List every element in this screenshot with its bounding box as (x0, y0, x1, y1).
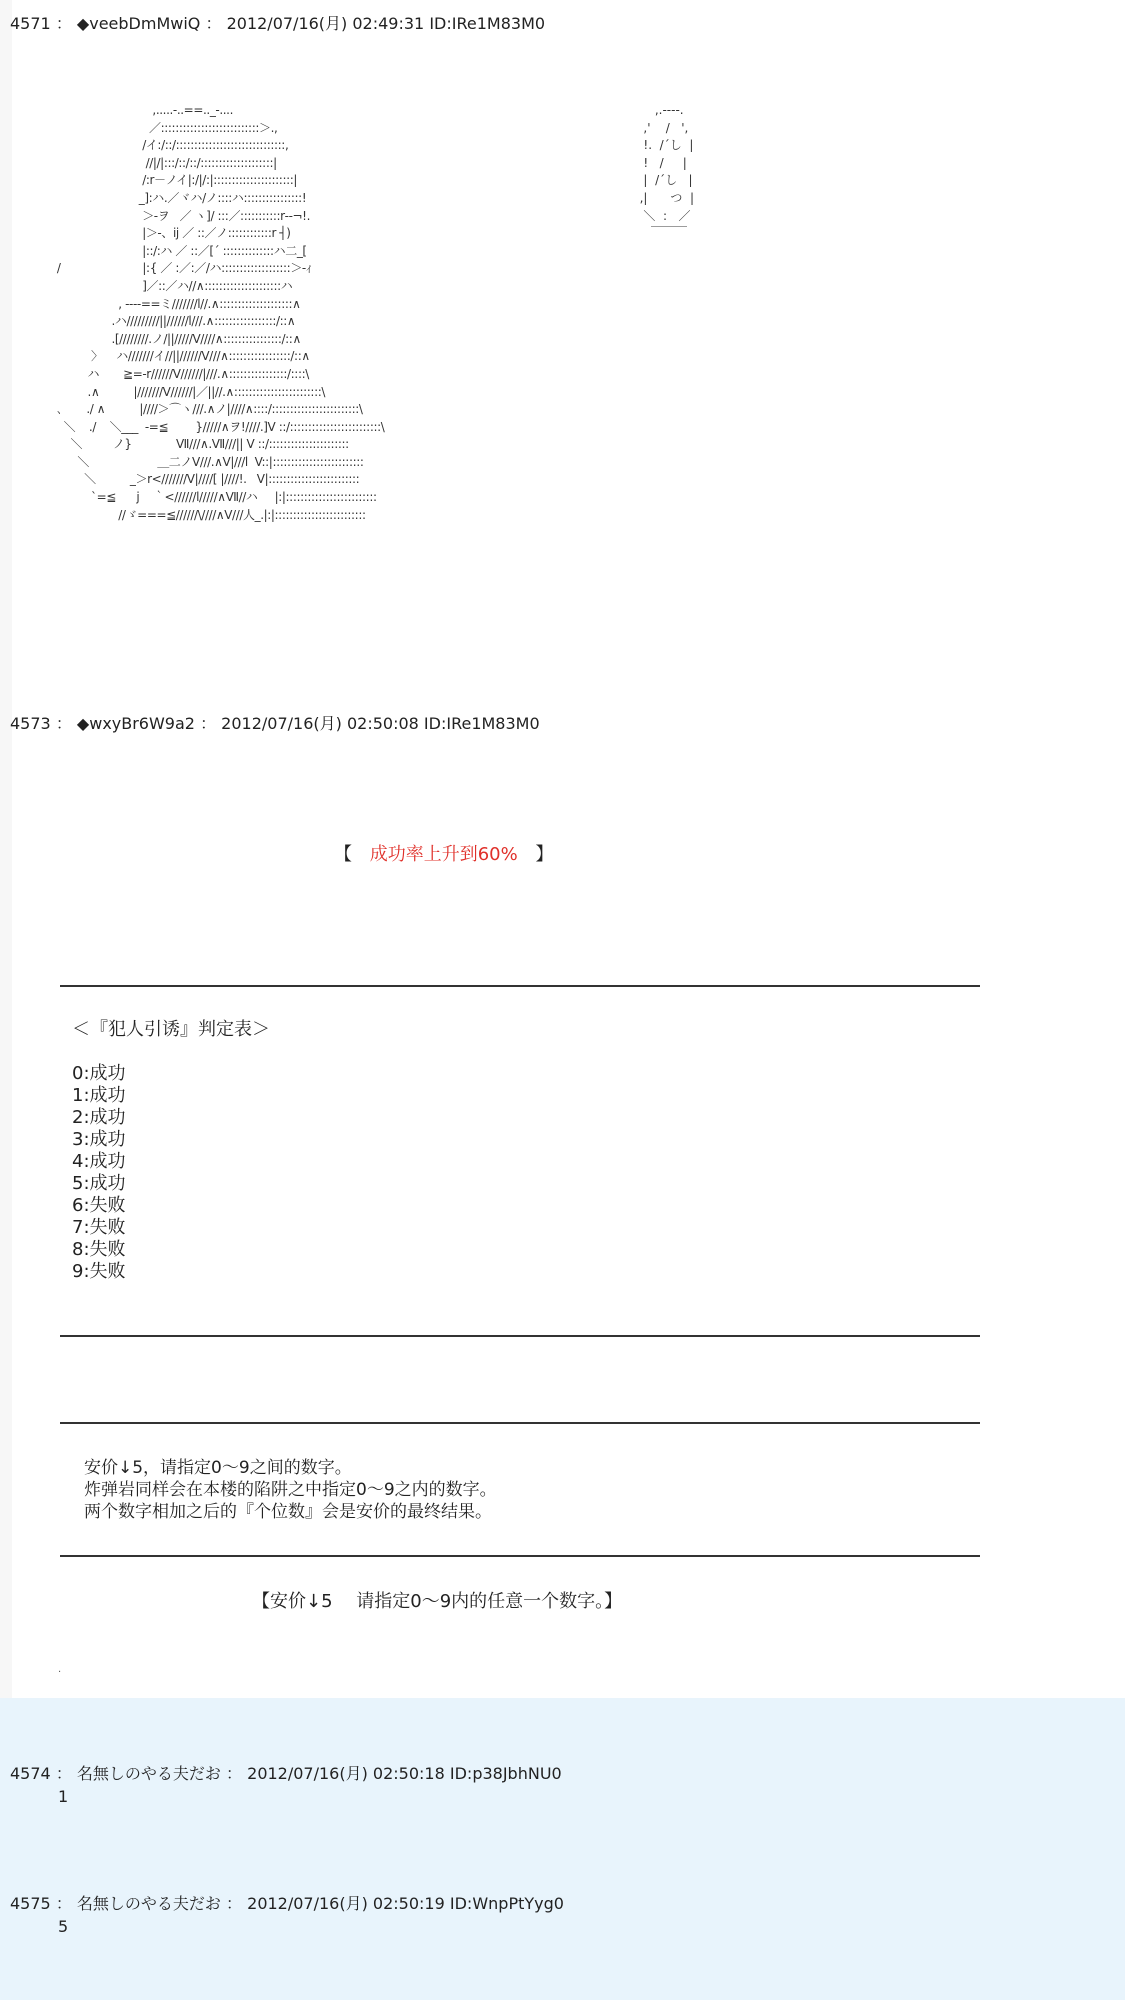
judgement-table (72, 1063, 126, 1283)
table-row: 6:失败 (72, 1195, 126, 1216)
ascii-art-speech-bubble: ,.‐‐‐‐. ,' / ', !. /´し | ! / | | /´し | ,| つ | ＼ : ／ ￣￣￣ (639, 103, 695, 241)
judgement-table-title: ＜『犯人引诱』判定表＞ (72, 1019, 270, 1040)
table-row: 9:失败 (72, 1261, 126, 1282)
anka-prompt: 【安价↓5 请指定0～9内的任意一个数字。】 (252, 1591, 623, 1612)
post-number: 4574 (10, 1764, 51, 1783)
table-row: 4:成功 (72, 1151, 126, 1172)
banner-bracket-open: 【 (334, 844, 352, 865)
divider-line (60, 1422, 980, 1424)
post-separator: ： (226, 1894, 243, 1913)
post-separator: ： (55, 1894, 72, 1913)
table-row: 5:成功 (72, 1173, 126, 1194)
reply-header (10, 1764, 562, 1784)
success-rate-text: 成功率上升到60% (369, 844, 518, 865)
poster-id: ID:IRe1M83M0 (423, 714, 540, 733)
success-rate-banner (334, 845, 553, 865)
poster-name: 名無しのやる夫だお (76, 1764, 221, 1783)
divider-line (60, 1555, 980, 1557)
reply-header (10, 1894, 564, 1914)
table-row: 8:失败 (72, 1239, 126, 1260)
post-date: 2012/07/16(月) 02:50:18 (247, 1764, 445, 1783)
poster-name: ◆veebDmMwiQ (76, 14, 201, 33)
post-header (10, 714, 540, 734)
ascii-art-figure: ,.....-..==.._-.... ／:::::::::::::::::::::::::::＞., /イ:/::/::::::::::::::::::::::::::::::, //|/|:::/::/::/::::::::::::::::::::| /:r－ノイ|:/|/:|::::::::::::::::::::::| _]:ハ.／ヾハ/ノ::::ハ::::::::::::::::! ＞-ヲ ／ ヽ]/ :::／:::::::::::r‐‐¬!. |＞-、ij ／ ::／ノ::::::::::::r ┤) |::/:ハ ／ ::／[´ ::::::::::::::ハ二_[ / |:{ ／ :／:／/ハ:::::::::::::::::::＞-ｨ ]／::／ハ//∧:::::::::::::::::::::ハ , ‐‐‐‐==ミ///////l//.∧::::::::::::::::::::∧ .ハ/////////||//////l///.∧:::::::::::::::::/::∧ .[////////.ノ/||/////V////∧::::::::::::::::/::∧ 〉 ハ///////イ//||//////V///∧:::::::::::::::::/::∧ ハ ≧=-r//////V//////|///.∧::::::::::::::::/::::\ .∧ |///////V//////|／||//.∧::::::::::::::::::::::::\ ､ ./ ∧ |////＞⌒ヽ///.∧ノ|////∧::::/::::::::::::::::::::::::\ ＼ ./ ＼___ -=≦ }/////∧ヲ!////.]V ::/:::::::::::::::::::::::::\ ＼ ノ} Ⅶ///∧.Ⅶ///|| V ::/:::::::::::::::::::::: ＼ ＿二ノV///.∧V|///l V::|::::::::::::::::::::::::: ＼ _＞r<///////V|////[ |////!. V|::::::::::::::::::::::::: `=≦ j ｀<//////l/////∧Ⅶ//ハ |:|::::::::::::::::::::::::: //ゞ===≦//////\////∧V///人_.|:|::::::::::::::::::::::::: (56, 103, 385, 522)
post-number: 4571 (10, 14, 51, 33)
poster-id: ID:IRe1M83M0 (429, 14, 546, 33)
reply-section (0, 1698, 1125, 2000)
trailing-mark: . (58, 1664, 62, 1675)
banner-bracket-close: 】 (535, 844, 554, 865)
reply-body: 1 (58, 1787, 69, 1806)
post-header (10, 14, 545, 34)
table-row: 7:失败 (72, 1217, 126, 1238)
post-number: 4573 (10, 714, 51, 733)
post-number: 4575 (10, 1894, 51, 1913)
table-row: 3:成功 (72, 1129, 126, 1150)
poster-id: ID:WnpPtYyg0 (449, 1894, 564, 1913)
poster-name: ◆wxyBr6W9a2 (76, 714, 195, 733)
instructions-block (84, 1457, 497, 1523)
post-separator: ： (55, 14, 72, 33)
table-row: 2:成功 (72, 1107, 126, 1128)
post-separator: ： (200, 714, 217, 733)
poster-name: 名無しのやる夫だお (76, 1894, 221, 1913)
divider-line (60, 1335, 980, 1337)
post-date: 2012/07/16(月) 02:50:19 (247, 1894, 445, 1913)
instruction-line: 炸弹岩同样会在本楼的陷阱之中指定0～9之内的数字。 (84, 1480, 497, 1500)
post-separator: ： (55, 714, 72, 733)
reply-body: 5 (58, 1917, 69, 1936)
post-date: 2012/07/16(月) 02:50:08 (221, 714, 419, 733)
instruction-line: 安价↓5，请指定0～9之间的数字。 (84, 1458, 352, 1478)
poster-id: ID:p38JbhNU0 (449, 1764, 562, 1783)
post-date: 2012/07/16(月) 02:49:31 (226, 14, 425, 33)
post-separator: ： (226, 1764, 243, 1783)
table-row: 1:成功 (72, 1085, 126, 1106)
divider-line (60, 985, 980, 987)
table-row: 0:成功 (72, 1063, 126, 1084)
instruction-line: 两个数字相加之后的『个位数』会是安价的最终结果。 (84, 1502, 492, 1522)
post-separator: ： (55, 1764, 72, 1783)
post-separator: ： (205, 14, 222, 33)
left-margin-strip (0, 0, 12, 1698)
